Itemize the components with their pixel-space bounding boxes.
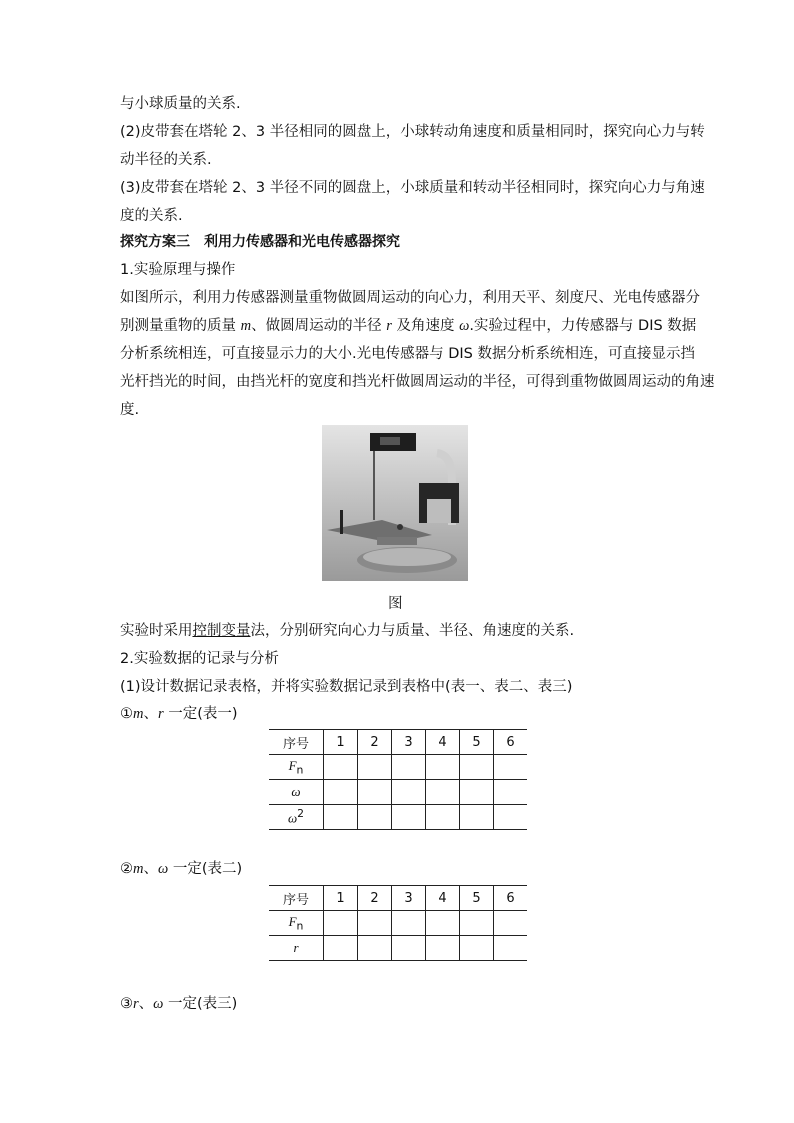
table-header-row	[269, 886, 527, 911]
apparatus-illustration	[322, 425, 468, 581]
table-label: ②m、ω 一定(表二)	[120, 861, 243, 877]
row-label: r	[269, 936, 324, 961]
header-cell: 1	[324, 730, 358, 755]
table-row	[269, 936, 527, 961]
header-cell: 4	[426, 730, 460, 755]
header-cell: 2	[358, 886, 392, 911]
row-label: ω	[269, 780, 324, 805]
text-line: 实验时采用控制变量法，分别研究向心力与质量、半径、角速度的关系.	[120, 623, 575, 639]
section-heading: 探究方案三 利用力传感器和光电传感器探究	[120, 234, 400, 250]
table-row	[269, 755, 527, 780]
text-line: (3)皮带套在塔轮 2、3 半径不同的圆盘上，小球质量和转动半径相同时，探究向心力与角速	[120, 180, 705, 196]
row-label: $F_n$	[269, 911, 324, 936]
table-row	[269, 805, 527, 830]
header-cell: 4	[426, 886, 460, 911]
text-line: 光杆挡光的时间，由挡光杆的宽度和挡光杆做圆周运动的半径，可得到重物做圆周运动的角速	[120, 374, 715, 390]
subheading: 1.实验原理与操作	[120, 262, 236, 278]
text-line: 与小球质量的关系.	[120, 96, 241, 112]
header-cell: 序号	[269, 886, 324, 911]
text-line: 别测量重物的质量 m、做圆周运动的半径 r 及角速度 ω.实验过程中，力传感器与 DIS 数据	[120, 318, 697, 334]
data-table-1	[269, 729, 527, 830]
data-table-2	[269, 885, 527, 961]
header-cell: 3	[392, 730, 426, 755]
apparatus-photo	[322, 425, 468, 581]
figure-caption: 图	[388, 596, 403, 612]
header-cell: 2	[358, 730, 392, 755]
row-label: $F_n$	[269, 755, 324, 780]
header-cell: 3	[392, 886, 426, 911]
header-cell: 1	[324, 886, 358, 911]
text-line: 度.	[120, 402, 140, 418]
table-label: ①m、r 一定(表一)	[120, 706, 238, 722]
text-line: 动半径的关系.	[120, 152, 212, 168]
text-line: 如图所示，利用力传感器测量重物做圆周运动的向心力，利用天平、刻度尺、光电传感器分	[120, 290, 700, 306]
header-cell: 5	[460, 730, 494, 755]
table-header-row	[269, 730, 527, 755]
text-line: (2)皮带套在塔轮 2、3 半径相同的圆盘上，小球转动角速度和质量相同时，探究向心力与转	[120, 124, 705, 140]
header-cell: 序号	[269, 730, 324, 755]
table-label: ③r、ω 一定(表三)	[120, 996, 238, 1012]
text-line: (1)设计数据记录表格，并将实验数据记录到表格中(表一、表二、表三)	[120, 679, 573, 695]
text-line: 度的关系.	[120, 208, 183, 224]
header-cell: 6	[494, 730, 528, 755]
subheading: 2.实验数据的记录与分析	[120, 651, 279, 667]
header-cell: 5	[460, 886, 494, 911]
row-label: $\omega^2$	[269, 805, 324, 830]
header-cell: 6	[494, 886, 528, 911]
text-line: 分析系统相连，可直接显示力的大小.光电传感器与 DIS 数据分析系统相连，可直接显示挡	[120, 346, 695, 362]
table-row	[269, 780, 527, 805]
table-row	[269, 911, 527, 936]
